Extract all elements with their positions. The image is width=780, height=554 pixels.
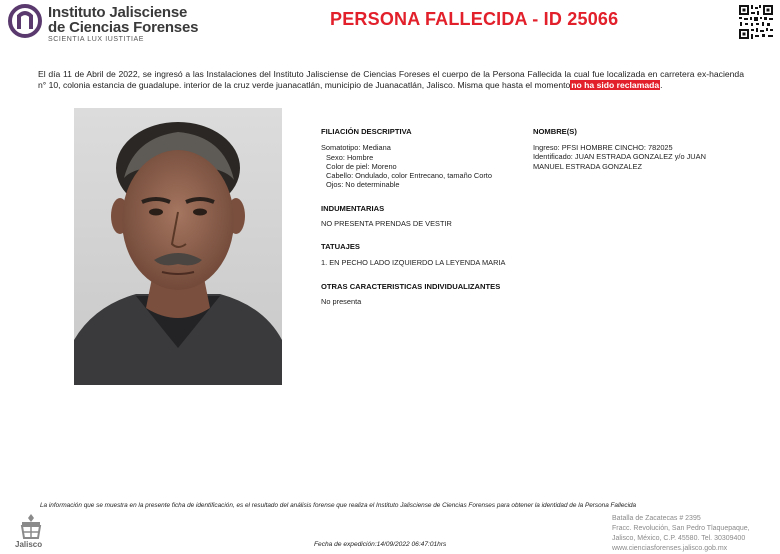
jalisco-logo-icon	[16, 512, 46, 540]
footer-address	[612, 514, 750, 554]
nombres-heading: NOMBRE(S)	[533, 127, 577, 136]
institute-motto: SCIENTIA LUX IUSTITIAE	[48, 36, 145, 43]
filiacion-sexo: Sexo: Hombre	[326, 153, 374, 162]
page-title: PERSONA FALLECIDA - ID 25066	[330, 9, 619, 29]
footer-disclaimer: La información que se muestra en la presente ficha de identificación, es el resultado del análisis forense que realiza el Instituto Jalisciense de Ciencias Forenses para obtener la identidad de la Persona Fallecida	[40, 502, 637, 509]
otras-heading: OTRAS CARACTERISTICAS INDIVIDUALIZANTES	[321, 282, 501, 291]
otras-text: No presenta	[321, 297, 362, 306]
nombres-identificado: Identificado: JUAN ESTRADA GONZALEZ y/o JUAN MANUEL ESTRADA GONZALEZ	[533, 152, 706, 171]
institute-name-line1: Instituto Jalisciense	[48, 4, 188, 21]
nombres-ingreso: Ingreso: PFSI HOMBRE CINCHO: 782025	[533, 143, 673, 152]
tatuajes-heading: TATUAJES	[321, 242, 360, 251]
jalisco-logo-text: Jalisco	[15, 540, 43, 549]
address-line: Jalisco, México, C.P. 45580. Tel. 30309400	[612, 535, 746, 542]
filiacion-color-piel: Color de piel: Moreno	[326, 162, 397, 171]
intro-paragraph	[38, 69, 744, 92]
indumentarias-text: NO PRESENTA PRENDAS DE VESTIR	[321, 219, 452, 228]
deceased-photo	[74, 108, 282, 385]
unclaimed-highlight: no ha sido reclamada	[571, 80, 660, 91]
address-line: Batalla de Zacatecas # 2395	[612, 515, 701, 522]
filiacion-somatotipo: Somatotipo: Mediana	[321, 143, 391, 152]
qr-code-icon[interactable]	[738, 4, 774, 40]
indumentarias-heading: INDUMENTARIAS	[321, 204, 385, 213]
website-link[interactable]: www.cienciasforenses.jalisco.gob.mx	[612, 545, 728, 552]
intro-end: .	[660, 80, 663, 91]
address-line: Fracc. Revolución, San Pedro Tlaquepaque,	[612, 525, 750, 532]
institute-logo-icon	[8, 4, 42, 38]
issue-date: Fecha de expedición:14/09/2022 06:47:01hrs	[314, 541, 447, 548]
filiacion-ojos: Ojos: No determinable	[326, 180, 400, 189]
tatuajes-text: 1. EN PECHO LADO IZQUIERDO LA LEYENDA MARIA	[321, 258, 506, 267]
filiacion-heading: FILIACIÓN DESCRIPTIVA	[321, 127, 412, 136]
filiacion-cabello: Cabello: Ondulado, color Entrecano, tamaño Corto	[326, 171, 492, 180]
institute-name-line2: de Ciencias Forenses	[48, 19, 199, 36]
intro-text: El día 11 de Abril de 2022, se ingresó a las Instalaciones del Instituto Jalisciense de Ciencias Foreses el cuerpo de la Persona Fallecida la cual fue localizada en carretera ex-hacienda n° 10, colonia estancia de guadalupe. interior de la cruz verde juanacatlán, municipio de Juanacatlán, Jalisco. Misma que hasta el momento	[38, 69, 744, 91]
